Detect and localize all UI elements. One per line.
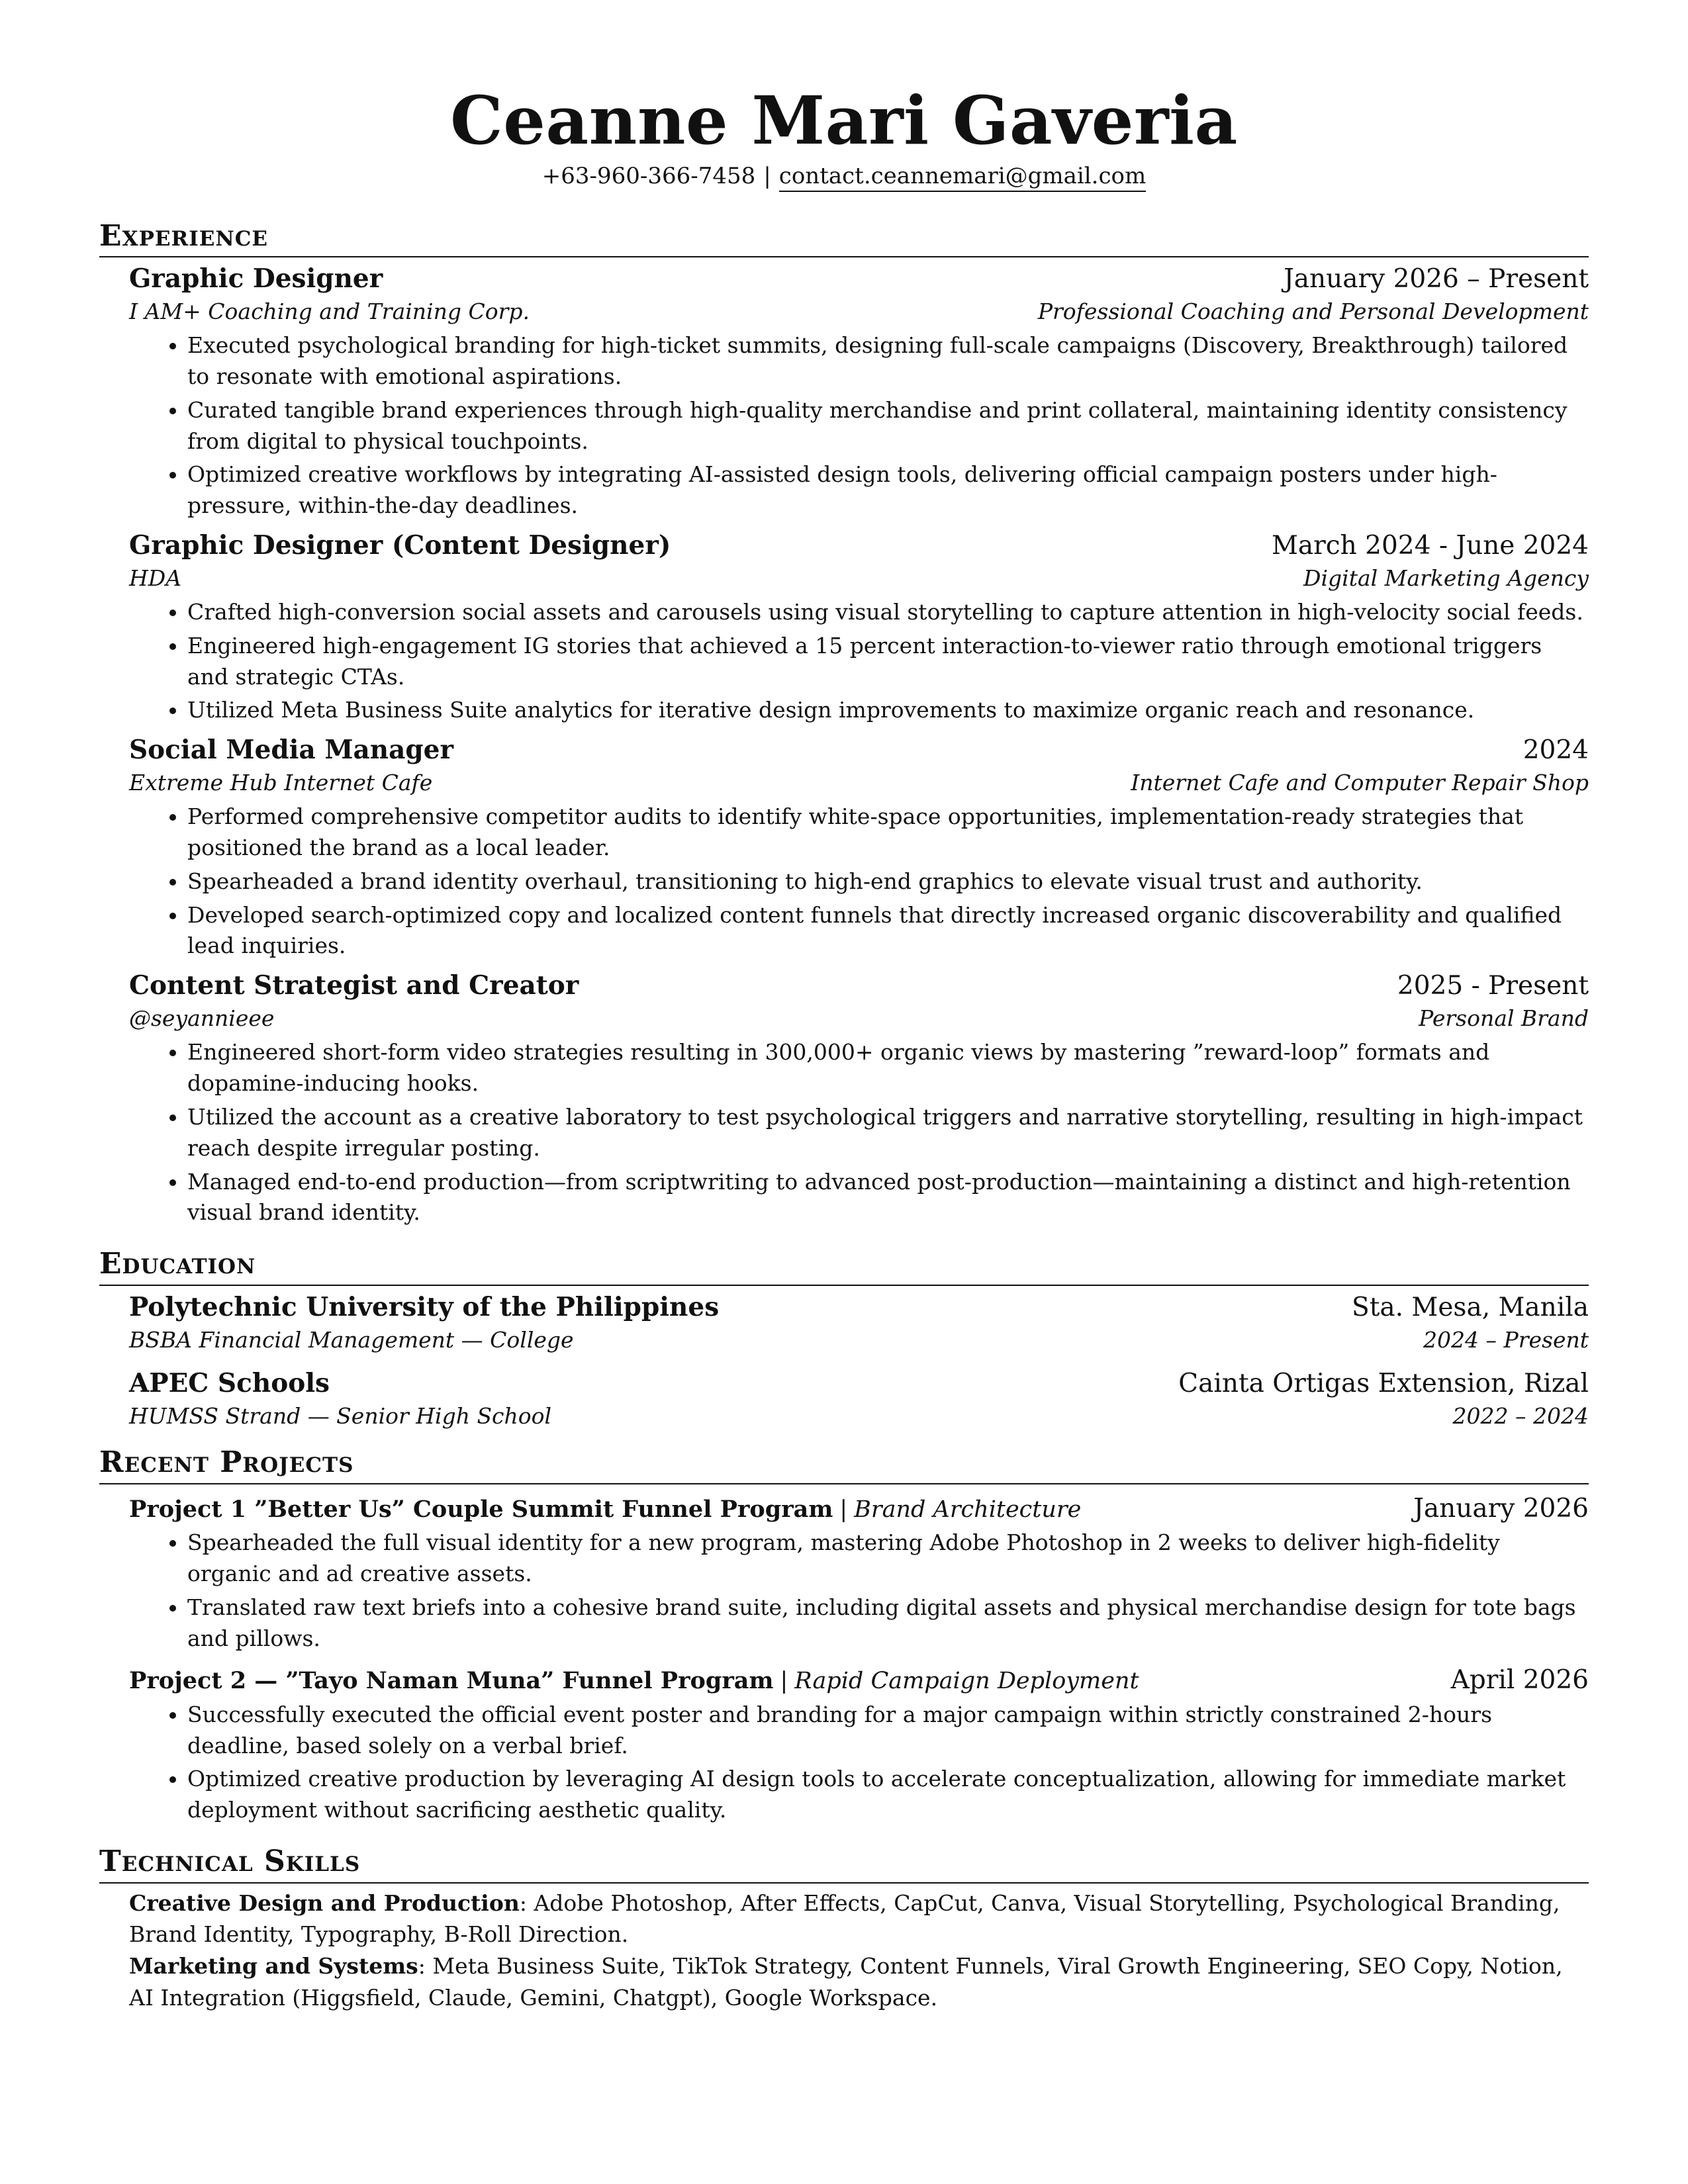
skills-list: [99, 1888, 1589, 2014]
email-link[interactable]: contact.ceannemari@gmail.com: [779, 163, 1146, 192]
education-list: [99, 1291, 1589, 1433]
education-section: [99, 1248, 1589, 1432]
experience-entry: [129, 734, 1589, 962]
project-category: Rapid Campaign Deployment: [794, 1667, 1139, 1694]
company-name: @seyannieee: [129, 1005, 275, 1032]
entry-header-row: [129, 734, 1589, 767]
bullet-item: • Optimized creative production by leveraging AI design tools to accelerate conceptualization, allowing for immediate market deployment without sacrificing aesthetic quality.: [187, 1764, 1589, 1826]
bullet-item: • Spearheaded the full visual identity for a new program, mastering Adobe Photoshop in 2 weeks to deliver high-fidelity organic and ad creative assets.: [187, 1527, 1589, 1590]
experience-entry: [129, 263, 1589, 522]
education-dates: 2022 – 2024: [1452, 1403, 1589, 1430]
company-type: Personal Brand: [1419, 1005, 1589, 1032]
skill-category: Creative Design and Production: [129, 1889, 520, 1916]
project-separator: |: [839, 1496, 848, 1523]
program-name: HUMSS Strand — Senior High School: [129, 1403, 552, 1430]
company-type: Professional Coaching and Personal Development: [1037, 298, 1589, 325]
contact-separator: |: [763, 163, 771, 189]
project-category: Brand Architecture: [854, 1496, 1082, 1523]
program-name: BSBA Financial Management — College: [129, 1326, 574, 1353]
project-bullets: [129, 1527, 1589, 1654]
school-name: APEC Schools: [129, 1368, 330, 1399]
skill-items: : Adobe Photoshop, After Effects, CapCut, Canva, Visual Storytelling, Psychological Branding, Brand Identity, Typography, B-Roll Direction.: [129, 1889, 1560, 1948]
company-type: Internet Cafe and Computer Repair Shop: [1131, 770, 1589, 796]
section-title-experience: Experience: [99, 220, 1589, 257]
job-bullets: [129, 801, 1589, 962]
entry-sub-row: [129, 767, 1589, 799]
job-dates: January 2026 – Present: [1284, 264, 1589, 295]
skill-items: : Meta Business Suite, TikTok Strategy, Content Funnels, Viral Growth Engineering, SEO Copy, Notion, AI Integration (Higgsfield, Claude, Gemini, Chatgpt), Google Workspace.: [129, 1953, 1563, 2011]
company-name: HDA: [129, 565, 182, 591]
project-date: January 2026: [1413, 1493, 1589, 1524]
entry-header-row: [129, 1291, 1589, 1324]
section-title-education: Education: [99, 1248, 1589, 1285]
school-location: Cainta Ortigas Extension, Rizal: [1178, 1369, 1589, 1399]
education-entry: [129, 1367, 1589, 1432]
job-dates: 2024: [1523, 735, 1589, 766]
education-dates: 2024 – Present: [1423, 1326, 1589, 1353]
entry-header-row: [129, 1492, 1589, 1525]
bullet-item: • Performed comprehensive competitor audits to identify white-space opportunities, implementation-ready strategies that positioned the brand as a local leader.: [187, 801, 1589, 864]
bullet-item: • Successfully executed the official event poster and branding for a major campaign within strictly constrained 2-hours deadline, based solely on a verbal brief.: [187, 1700, 1589, 1762]
entry-sub-row: [129, 1400, 1589, 1432]
entry-header-row: [129, 263, 1589, 296]
job-title: Social Media Manager: [129, 735, 454, 766]
projects-list: [99, 1492, 1589, 1827]
section-title-projects: Recent Projects: [99, 1447, 1589, 1484]
bullet-item: • Crafted high-conversion social assets and carousels using visual storytelling to capture attention in high-velocity social feeds.: [187, 597, 1589, 628]
bullet-item: • Utilized Meta Business Suite analytics for iterative design improvements to maximize organic reach and resonance.: [187, 695, 1589, 726]
project-name: Project 1 ”Better Us” Couple Summit Funnel Program: [129, 1495, 833, 1523]
skills-section: [99, 1846, 1589, 2014]
experience-entry: [129, 970, 1589, 1228]
job-dates: March 2024 - June 2024: [1271, 531, 1589, 561]
phone-number: +63-960-366-7458: [541, 163, 756, 189]
project-date: April 2026: [1450, 1664, 1589, 1695]
candidate-name: Ceanne Mari Gaveria: [450, 81, 1238, 159]
school-location: Sta. Mesa, Manila: [1351, 1292, 1589, 1322]
bullet-item: • Executed psychological branding for high-ticket summits, designing full-scale campaigns (Discovery, Breakthrough) tailored to resonate with emotional aspirations.: [187, 330, 1589, 392]
entry-header-row: [129, 1664, 1589, 1697]
bullet-item: • Engineered short-form video strategies resulting in 300,000+ organic views by mastering ”reward-loop” formats and dopamine-inducing hooks.: [187, 1037, 1589, 1099]
bullet-item: • Curated tangible brand experiences through high-quality merchandise and print collateral, maintaining identity consistency from digital to physical touchpoints.: [187, 395, 1589, 457]
project-entry: [129, 1664, 1589, 1826]
entry-sub-row: [129, 1324, 1589, 1356]
project-heading: [129, 1494, 1081, 1525]
job-title: Graphic Designer (Content Designer): [129, 530, 671, 561]
entry-header-row: [129, 970, 1589, 1003]
job-title: Graphic Designer: [129, 263, 383, 295]
skill-group: [129, 1888, 1589, 1951]
company-name: I AM+ Coaching and Training Corp.: [129, 298, 530, 325]
entry-header-row: [129, 529, 1589, 563]
entry-sub-row: [129, 1003, 1589, 1034]
job-bullets: [129, 1037, 1589, 1228]
bullet-item: • Optimized creative workflows by integrating AI-assisted design tools, delivering official campaign posters under high-pressure, within-the-day deadlines.: [187, 459, 1589, 522]
project-entry: [129, 1492, 1589, 1655]
contact-line: [99, 163, 1589, 190]
bullet-item: • Translated raw text briefs into a cohesive brand suite, including digital assets and physical merchandise design for tote bags and pillows.: [187, 1592, 1589, 1655]
project-bullets: [129, 1700, 1589, 1826]
job-bullets: [129, 597, 1589, 726]
project-name: Project 2 — ”Tayo Naman Muna” Funnel Program: [129, 1666, 774, 1694]
entry-header-row: [129, 1367, 1589, 1400]
bullet-item: • Utilized the account as a creative laboratory to test psychological triggers and narrative storytelling, resulting in high-impact reach despite irregular posting.: [187, 1102, 1589, 1164]
experience-list: [99, 263, 1589, 1228]
company-name: Extreme Hub Internet Cafe: [129, 770, 433, 796]
resume-header: [99, 81, 1589, 190]
experience-section: [99, 220, 1589, 1228]
bullet-item: • Engineered high-engagement IG stories that achieved a 15 percent interaction-to-viewer ratio through emotional triggers and strategic CTAs.: [187, 631, 1589, 693]
school-name: Polytechnic University of the Philippines: [129, 1291, 720, 1322]
entry-sub-row: [129, 296, 1589, 328]
skill-category: Marketing and Systems: [129, 1953, 418, 1979]
project-heading: [129, 1666, 1139, 1697]
section-title-skills: Technical Skills: [99, 1846, 1589, 1883]
skill-group: [129, 1950, 1589, 2014]
bullet-item: • Managed end-to-end production—from scriptwriting to advanced post-production—maintaining a distinct and high-retention visual brand identity.: [187, 1167, 1589, 1229]
company-type: Digital Marketing Agency: [1303, 565, 1589, 591]
entry-sub-row: [129, 563, 1589, 594]
education-entry: [129, 1291, 1589, 1356]
projects-section: [99, 1447, 1589, 1826]
experience-entry: [129, 529, 1589, 726]
project-separator: |: [780, 1667, 788, 1694]
bullet-item: • Spearheaded a brand identity overhaul, transitioning to high-end graphics to elevate visual trust and authority.: [187, 866, 1589, 897]
bullet-item: • Developed search-optimized copy and localized content funnels that directly increased organic discoverability and qualified lead inquiries.: [187, 900, 1589, 962]
job-dates: 2025 - Present: [1397, 971, 1589, 1001]
job-bullets: [129, 330, 1589, 522]
job-title: Content Strategist and Creator: [129, 970, 579, 1001]
